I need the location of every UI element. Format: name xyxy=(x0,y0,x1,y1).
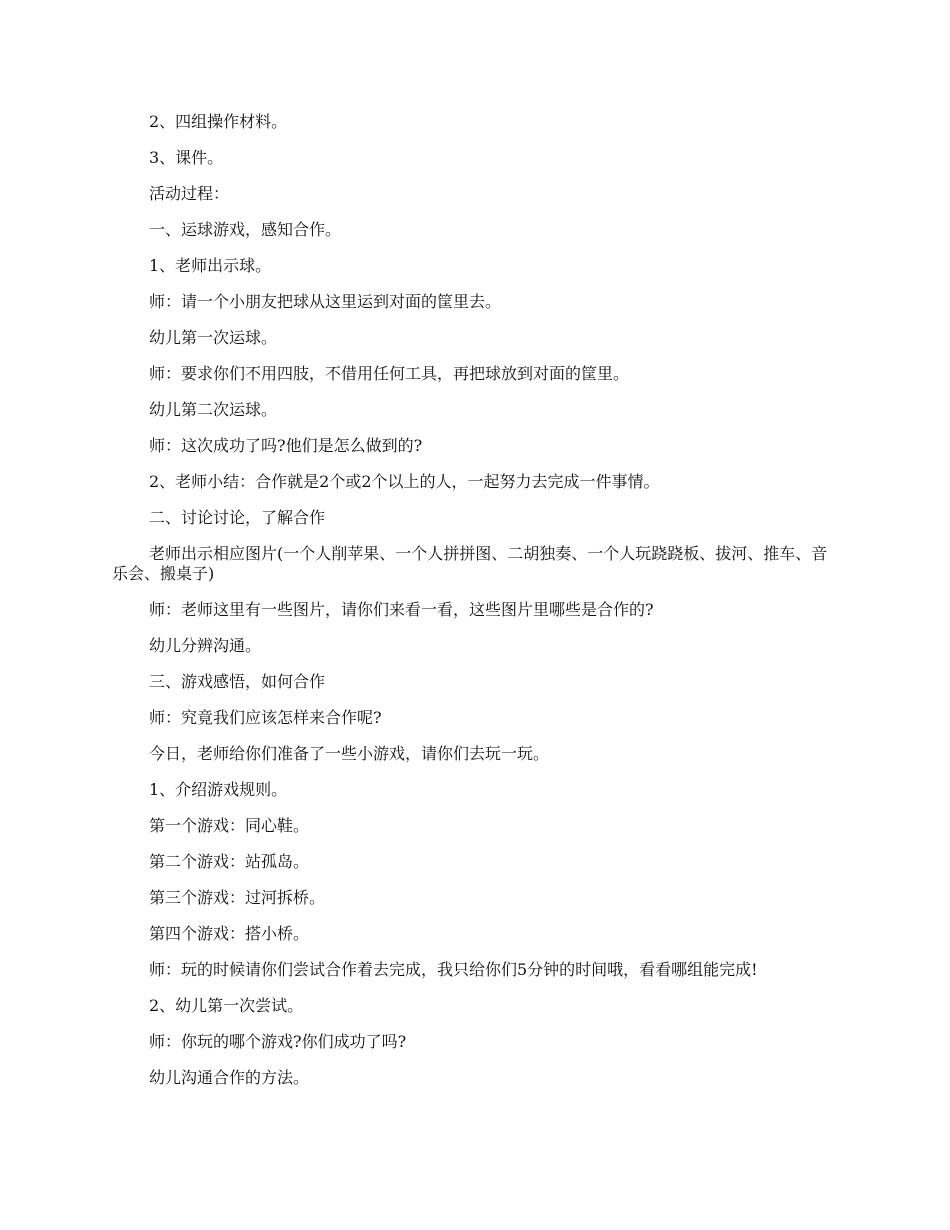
paragraph-6: 师：请一个小朋友把球从这里运到对面的筐里去。 xyxy=(149,292,502,311)
paragraph-16: 三、游戏感悟，如何合作 xyxy=(149,672,326,691)
paragraph-9: 幼儿第二次运球。 xyxy=(149,400,278,419)
paragraph-24: 师：玩的时候请你们尝试合作着去完成，我只给你们5分钟的时间哦，看看哪组能完成! xyxy=(149,960,758,979)
paragraph-26: 师：你玩的哪个游戏?你们成功了吗? xyxy=(149,1032,407,1051)
paragraph-15: 幼儿分辨沟通。 xyxy=(149,636,262,655)
document-body xyxy=(112,112,840,1104)
paragraph-22: 第三个游戏：过河拆桥。 xyxy=(149,888,326,907)
paragraph-8: 师：要求你们不用四肢，不借用任何工具，再把球放到对面的筐里。 xyxy=(149,364,630,383)
paragraph-5: 1、老师出示球。 xyxy=(149,256,272,275)
paragraph-4: 一、运球游戏，感知合作。 xyxy=(149,220,342,239)
paragraph-11: 2、老师小结：合作就是2个或2个以上的人，一起努力去完成一件事情。 xyxy=(149,472,660,491)
paragraph-18: 今日，老师给你们准备了一些小游戏，请你们去玩一玩。 xyxy=(149,744,550,763)
paragraph-19: 1、介绍游戏规则。 xyxy=(149,780,288,799)
paragraph-1: 2、四组操作材料。 xyxy=(149,112,288,131)
paragraph-7: 幼儿第一次运球。 xyxy=(149,328,278,347)
paragraph-23: 第四个游戏：搭小桥。 xyxy=(149,924,310,943)
paragraph-10: 师：这次成功了吗?他们是怎么做到的? xyxy=(149,436,423,455)
paragraph-17: 师：究竟我们应该怎样来合作呢? xyxy=(149,708,382,727)
paragraph-3: 活动过程： xyxy=(149,184,230,203)
paragraph-14: 师：老师这里有一些图片，请你们来看一看，这些图片里哪些是合作的? xyxy=(149,600,654,619)
paragraph-12: 二、讨论讨论，了解合作 xyxy=(149,508,326,527)
paragraph-13: 老师出示相应图片(一个人削苹果、一个人拼拼图、二胡独奏、一个人玩跷跷板、拔河、推车、音乐会、搬桌子) xyxy=(112,544,828,583)
paragraph-2: 3、课件。 xyxy=(149,148,224,167)
paragraph-20: 第一个游戏：同心鞋。 xyxy=(149,816,310,835)
paragraph-25: 2、幼儿第一次尝试。 xyxy=(149,996,304,1015)
paragraph-27: 幼儿沟通合作的方法。 xyxy=(149,1068,310,1087)
paragraph-21: 第二个游戏：站孤岛。 xyxy=(149,852,310,871)
